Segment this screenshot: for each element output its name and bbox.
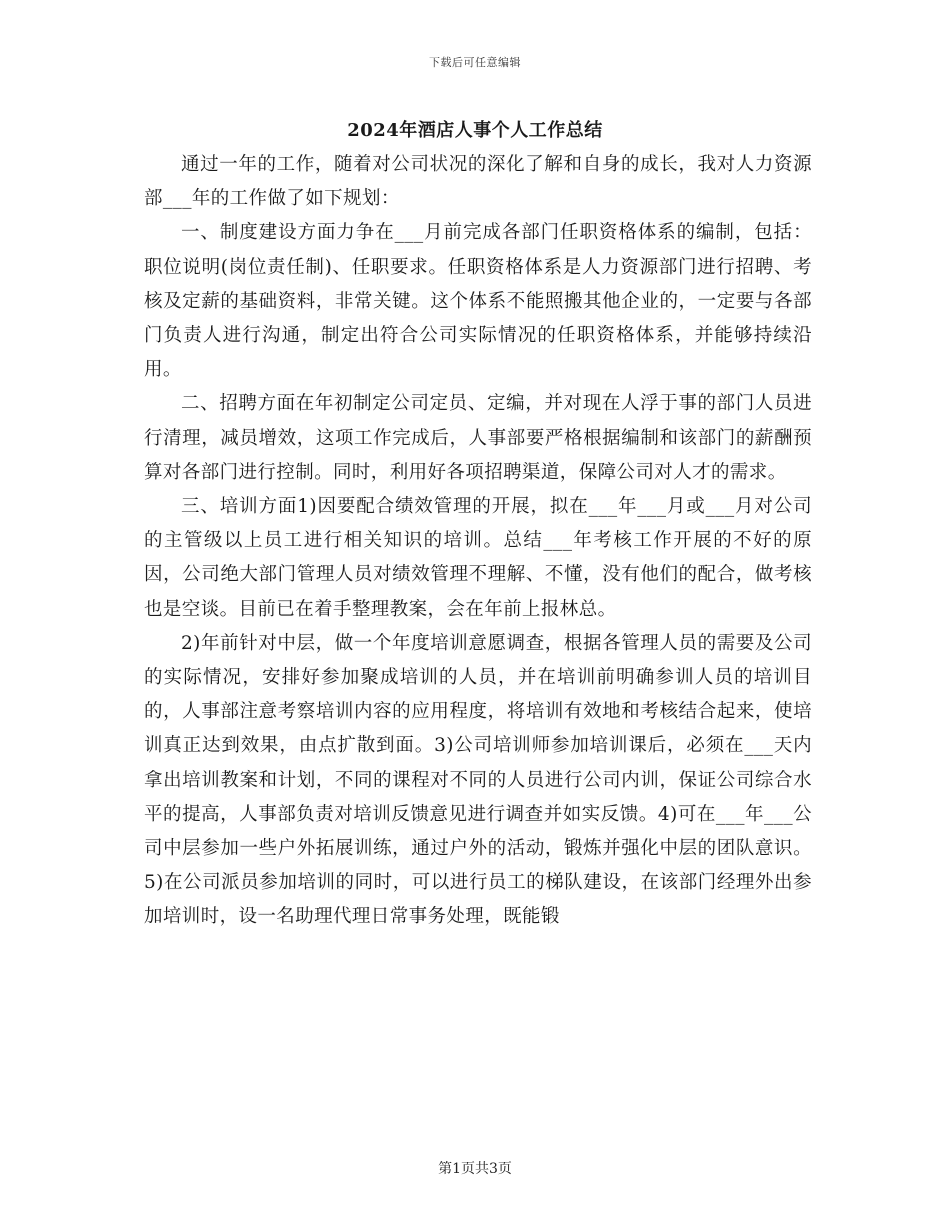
document-title: 2024年酒店人事个人工作总结 <box>347 120 603 141</box>
paragraph-training: 三、培训方面1)因要配合绩效管理的开展，拟在___年___月或___月对公司的主管级以上员工进行相关知识的培训。总结___年考核工作开展的不好的原因，公司绝大部门管理人员对绩效管理不理解、不懂，没有他们的配合，做考核也是空谈。目前已在着手整理教案，会在年前上报林总。 <box>144 496 812 620</box>
paragraph-training-continued: 2)年前针对中层，做一个年度培训意愿调查，根据各管理人员的需要及公司的实际情况，安排好参加聚成培训的人员，并在培训前明确参训人员的培训目的，人事部注意考察培训内容的应用程度，将培训有效地和考核结合起来，使培训真正达到效果，由点扩散到面。3)公司培训师参加培训课后，必须在___天内拿出培训教案和计划，不同的课程对不同的人员进行公司内训，保证公司综合水平的提高，人事部负责对培训反馈意见进行调查并如实反馈。4)可在___年___公司中层参加一些户外拓展训练，通过户外的活动，锻炼并强化中层的团队意识。5)在公司派员参加培训的同时，可以进行员工的梯队建设，在该部门经理外出参加培训时，设一名助理代理日常事务处理，既能锻 <box>144 632 812 928</box>
paragraph-recruitment: 二、招聘方面在年初制定公司定员、定编，并对现在人浮于事的部门人员进行清理，减员增效，这项工作完成后，人事部要严格根据编制和该部门的薪酬预算对各部门进行控制。同时，利用好各项招聘渠道，保障公司对人才的需求。 <box>144 393 812 483</box>
paragraph-intro: 通过一年的工作，随着对公司状况的深化了解和自身的成长，我对人力资源部___年的工作做了如下规划： <box>144 154 812 210</box>
page-header-note: 下载后可任意编辑 <box>429 56 521 69</box>
paragraph-system-building: 一、制度建设方面力争在___月前完成各部门任职资格体系的编制，包括：职位说明(岗位责任制)、任职要求。任职资格体系是人力资源部门进行招聘、考核及定薪的基础资料，非常关键。这个体系不能照搬其他企业的，一定要与各部门负责人进行沟通，制定出符合公司实际情况的任职资格体系，并能够持续沿用。 <box>144 222 812 381</box>
page-number: 第1页共3页 <box>438 1161 512 1177</box>
document-body <box>144 148 812 935</box>
